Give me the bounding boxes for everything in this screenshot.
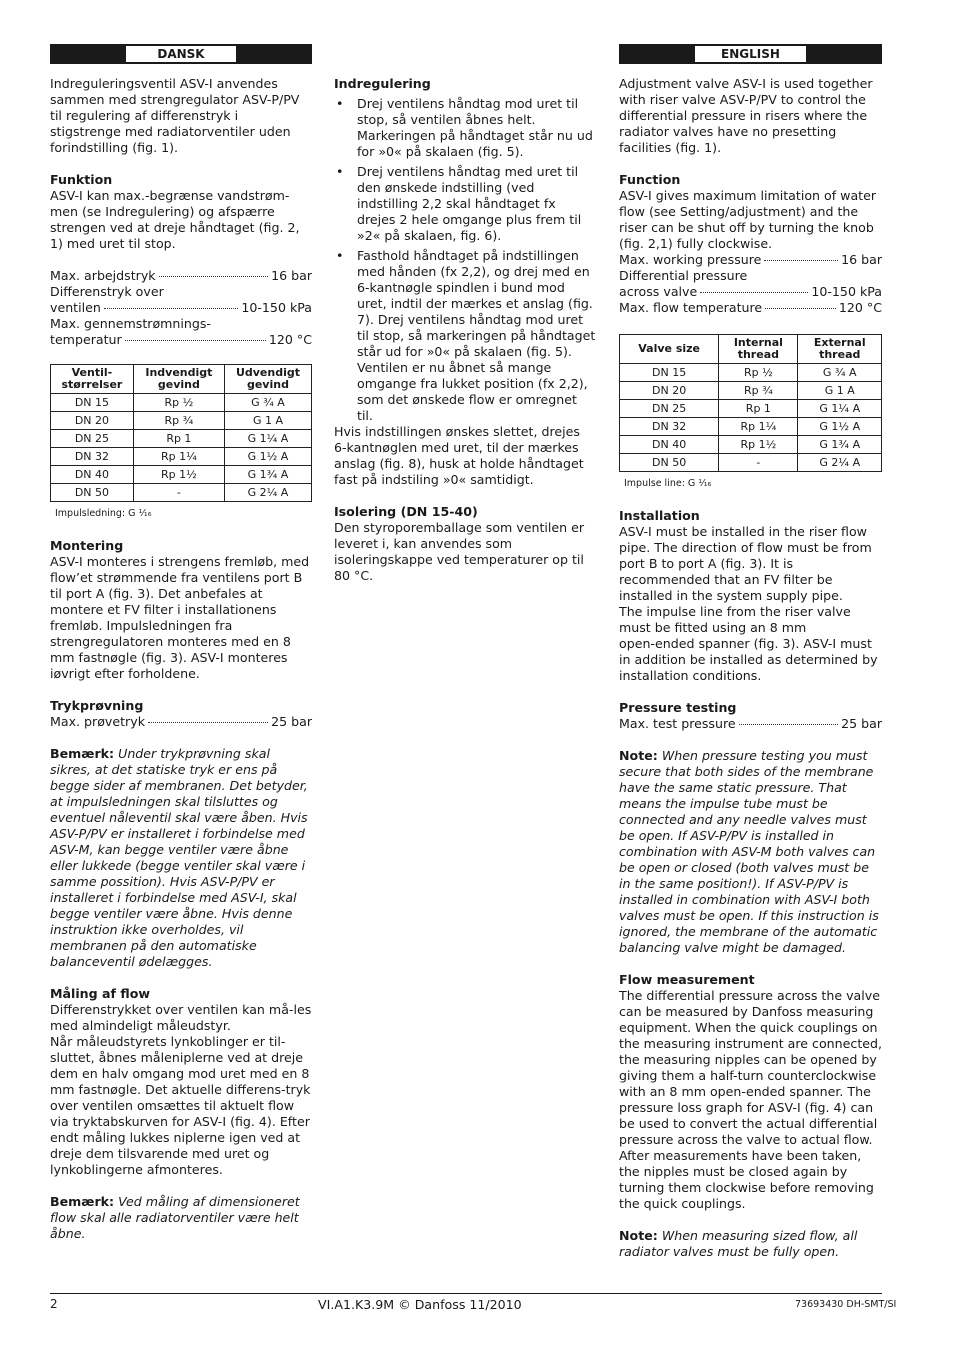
heading-isolering: Isolering (DN 15-40) bbox=[334, 504, 478, 519]
table-cell: DN 50 bbox=[51, 484, 134, 502]
table-cell: DN 25 bbox=[620, 400, 719, 418]
table-cell: DN 15 bbox=[51, 394, 134, 412]
valve-size-table-danish bbox=[50, 364, 312, 502]
maaling-text: Differenstrykket over ventilen kan må-les med almindeligt måleudstyr. Når måleudstyrets lynkoblinger er til-sluttet, åbnes måleniplerne ved at dreje dem en halv omgang mod uret med en 8 mm fastnøgle. Det aktuelle differens-tryk over ventilen omsættes til aktuelt flow via tryktabskurven for ASV-I (fig. 4). Efter endt måling lukkes niplerne igen ved at dreje dem tilsvarende med uret og lynkoblingerne afmonteres. bbox=[50, 1002, 312, 1177]
danish-column bbox=[50, 44, 312, 1258]
table-cell: G 1¼ A bbox=[224, 430, 311, 448]
table-cell: DN 40 bbox=[620, 436, 719, 454]
table-cell: DN 32 bbox=[620, 418, 719, 436]
table-cell: G 1¾ A bbox=[798, 436, 882, 454]
table-cell: Rp 1 bbox=[133, 430, 224, 448]
indregulering-list bbox=[334, 96, 596, 424]
impulse-line-note: Impulsledning: G ¹⁄₁₆ bbox=[55, 508, 152, 519]
danish-column-2 bbox=[334, 76, 596, 600]
list-item: • Drej ventilens håndtag med uret til den ønskede indstilling (ved indstilling 2,2 skal håndtaget fx drejes 2 hele omgange plus frem til »2« på skalaen, fig. 6). bbox=[334, 164, 596, 244]
spec-row: Max. prøvetryk 25 bar bbox=[50, 714, 312, 729]
table-cell: DN 20 bbox=[620, 382, 719, 400]
note-danish: Bemærk: Under trykprøvning skal sikres, at det statiske tryk er ens på begge sider af membranen. Det betyder, at impulsledningen skal tilsluttes og eventuel nåleventil skal være åben. Hvis ASV-P/PV er installeret i forbindelse med ASV-M, kan begge ventiler være åbne eller lukkede (begge ventiler skal være i samme possition). Hvis ASV-P/PV er installeret i forbindelse med ASV-I, skal begge ventiler være åbne. Hvis denne instruktion ikke overholdes, vil membranen på den automatiske balanceventil ødelægges. bbox=[50, 746, 308, 969]
table-cell: Rp ¾ bbox=[719, 382, 798, 400]
isolering-text: Den styroporemballage som ventilen er leveret i, kan anvendes som isoleringskappe ved temperaturer op til 80 °C. bbox=[334, 520, 585, 583]
table-cell: G 1½ A bbox=[224, 448, 311, 466]
table-row bbox=[51, 484, 312, 502]
table-row bbox=[620, 418, 882, 436]
table-row bbox=[51, 430, 312, 448]
table-cell: Rp 1½ bbox=[133, 466, 224, 484]
spec-row: across valve 10-150 kPa bbox=[619, 284, 882, 299]
table-cell: G 1 A bbox=[798, 382, 882, 400]
table-row bbox=[620, 436, 882, 454]
heading-flow-measurement: Flow measurement bbox=[619, 972, 755, 987]
table-cell: Rp ½ bbox=[133, 394, 224, 412]
table-row bbox=[620, 382, 882, 400]
table-cell: G 1¼ A bbox=[798, 400, 882, 418]
heading-maaling: Måling af flow bbox=[50, 986, 151, 1001]
heading-indregulering: Indregulering bbox=[334, 76, 431, 91]
table-cell: Rp ¾ bbox=[133, 412, 224, 430]
spec-row: Max. flow temperature 120 °C bbox=[619, 300, 882, 315]
note-english: Note: When pressure testing you must secure that both sides of the membrane have the same static pressure. That means the impulse tube must be connected and any needle valves must be open. If ASV-P/PV is installed in combination with ASV-M both valves can be open or closed (both valves must be in the same position!). If ASV-P/PV is installed in combination with ASV-I both valves must be open. If this instruction is ignored, the membrane of the automatic balancing valve might be damaged. bbox=[619, 748, 879, 955]
table-cell: Rp 1½ bbox=[719, 436, 798, 454]
table-cell: DN 32 bbox=[51, 448, 134, 466]
table-cell: G ¾ A bbox=[224, 394, 311, 412]
table-cell: G 2¼ A bbox=[224, 484, 311, 502]
table-cell: G 1½ A bbox=[798, 418, 882, 436]
table-cell: G 2¼ A bbox=[798, 454, 882, 472]
table-cell: G 1¾ A bbox=[224, 466, 311, 484]
montering-text: ASV-I monteres i strengens fremløb, med flow’et strømmende fra ventilens port B til port A (fig. 3). Det anbefales at montere et FV filter i installationens fremløb. Impulsledningen fra strengregulatoren monteres med en 8 mm fastnøgle (fig. 3). ASV-I monteres iøvrigt efter forholdene. bbox=[50, 554, 310, 681]
table-header: Internal thread bbox=[719, 335, 798, 364]
heading-function: Function bbox=[619, 172, 681, 187]
table-header: External thread bbox=[798, 335, 882, 364]
table-header: Valve size bbox=[620, 335, 719, 364]
table-cell: G 1 A bbox=[224, 412, 311, 430]
table-row bbox=[620, 454, 882, 472]
table-header: Udvendigt gevind bbox=[224, 365, 311, 394]
list-item: • Drej ventilens håndtag mod uret til stop, så ventilen åbnes helt. Markeringen på håndtaget står nu ud for »0« på skalaen (fig. 5). bbox=[334, 96, 596, 160]
table-cell: Rp 1¼ bbox=[133, 448, 224, 466]
table-cell: Rp ½ bbox=[719, 364, 798, 382]
footer-code: 73693430 DH-SMT/SI bbox=[795, 1299, 897, 1310]
heading-funktion: Funktion bbox=[50, 172, 113, 187]
table-cell: Rp 1¼ bbox=[719, 418, 798, 436]
table-row bbox=[620, 364, 882, 382]
spec-row: ventilen 10-150 kPa bbox=[50, 300, 312, 315]
spec-row: Max. working pressure 16 bar bbox=[619, 252, 882, 267]
spec-row: Max. arbejdstryk 16 bar bbox=[50, 268, 312, 283]
heading-installation: Installation bbox=[619, 508, 700, 523]
function-text: ASV-I gives maximum limitation of water flow (see Setting/adjustment) and the riser can be shut off by turning the knob (fig. 2,1) fully clockwise. bbox=[619, 188, 877, 251]
spec-row: Max. test pressure 25 bar bbox=[619, 716, 882, 731]
valve-size-table-english bbox=[619, 334, 882, 472]
footer-rule bbox=[50, 1293, 882, 1294]
heading-trykproevning: Trykprøvning bbox=[50, 698, 144, 713]
table-cell: DN 40 bbox=[51, 466, 134, 484]
table-cell: DN 20 bbox=[51, 412, 134, 430]
heading-pressure-testing: Pressure testing bbox=[619, 700, 737, 715]
table-row bbox=[620, 400, 882, 418]
installation-text: ASV-I must be installed in the riser flow pipe. The direction of flow must be from port B to port A (fig. 3). It is recommended that an FV filter be installed in the system supply pipe. The impulse line from the riser valve must be fitted using an 8 mm open-ended spanner (fig. 3). ASV-I must in addition be installed as determined by installation conditions. bbox=[619, 524, 878, 683]
list-item: • Fasthold håndtaget på indstillingen med hånden (fx 2,2), og drej med en 6-kantnøgle spindlen i bund mod uret, indtil der mærkes et anslag (fig. 7). Drej ventilens håndtag mod uret til stop, så markeringen på håndtaget står ud for »0« på skalaen (fig. 5). Ventilen er nu åbnet så mange omgange fra lukket position (fx 2,2), som det ønskede flow er omregnet til. bbox=[334, 248, 596, 424]
table-cell: DN 50 bbox=[620, 454, 719, 472]
flow-measurement-text: The differential pressure across the valve can be measured by Danfoss measuring equipment. When the quick couplings on the measuring instrument are connected, the measuring nipples can be opened by giving them a half-turn counterclockwise with an 8 mm open-ended spanner. The pressure loss graph for ASV-I (fig. 4) can be used to convert the actual differential pressure across the valve to actual flow. After measurements have been taken, the nipples must be closed again by turning them clockwise before removing the quick couplings. bbox=[619, 988, 882, 1211]
intro-english: Adjustment valve ASV-I is used together with riser valve ASV-P/PV to control the differential pressure in risers where the radiator valves have no presetting facilities (fig. 1). bbox=[619, 76, 873, 155]
specs-danish: Max. arbejdstryk 16 bar Differenstryk over ventilen 10-150 kPa Max. gennemstrømnings- temperatur 120 °C bbox=[50, 268, 312, 347]
table-cell: G ¾ A bbox=[798, 364, 882, 382]
language-header-english: ENGLISH bbox=[619, 44, 882, 64]
table-row bbox=[51, 394, 312, 412]
table-row bbox=[51, 466, 312, 484]
language-header-danish: DANSK bbox=[50, 44, 312, 64]
heading-montering: Montering bbox=[50, 538, 124, 553]
table-cell: DN 15 bbox=[620, 364, 719, 382]
table-cell: DN 25 bbox=[51, 430, 134, 448]
specs-english: Max. working pressure 16 bar Differential pressure across valve 10-150 kPa Max. flow temperature 120 °C bbox=[619, 252, 882, 315]
english-column bbox=[619, 44, 882, 1276]
impulse-line-note: Impulse line: G ¹⁄₁₆ bbox=[624, 478, 712, 489]
table-row bbox=[51, 448, 312, 466]
note2-danish: Bemærk: Ved måling af dimensioneret flow skal alle radiatorventiler være helt åbne. bbox=[50, 1194, 300, 1241]
table-cell: - bbox=[719, 454, 798, 472]
table-row bbox=[51, 412, 312, 430]
indregulering-tail: Hvis indstillingen ønskes slettet, drejes 6-kantnøglen med uret, til der mærkes anslag (fig. 8), husk at holde håndtaget fast på indstiling »0« samtidigt. bbox=[334, 424, 584, 487]
note2-english: Note: When measuring sized flow, all radiator valves must be fully open. bbox=[619, 1228, 858, 1259]
table-header: Ventil- størrelser bbox=[51, 365, 134, 394]
table-header: Indvendigt gevind bbox=[133, 365, 224, 394]
spec-row: temperatur 120 °C bbox=[50, 332, 312, 347]
table-cell: Rp 1 bbox=[719, 400, 798, 418]
funktion-text: ASV-I kan max.-begrænse vandstrøm-men (se Indregulering) og afspærre strengen ved at dreje håndtaget (fig. 2, 1) med uret til stop. bbox=[50, 188, 300, 251]
intro-danish: Indreguleringsventil ASV-I anvendes sammen med strengregulator ASV-P/PV til regulering af differenstryk i stigstrenge med radiatorventiler uden forindstilling (fig. 1). bbox=[50, 76, 300, 155]
footer-doc-id: VI.A1.K3.9M © Danfoss 11/2010 bbox=[318, 1297, 522, 1312]
page-number: 2 bbox=[50, 1297, 58, 1311]
table-cell: - bbox=[133, 484, 224, 502]
